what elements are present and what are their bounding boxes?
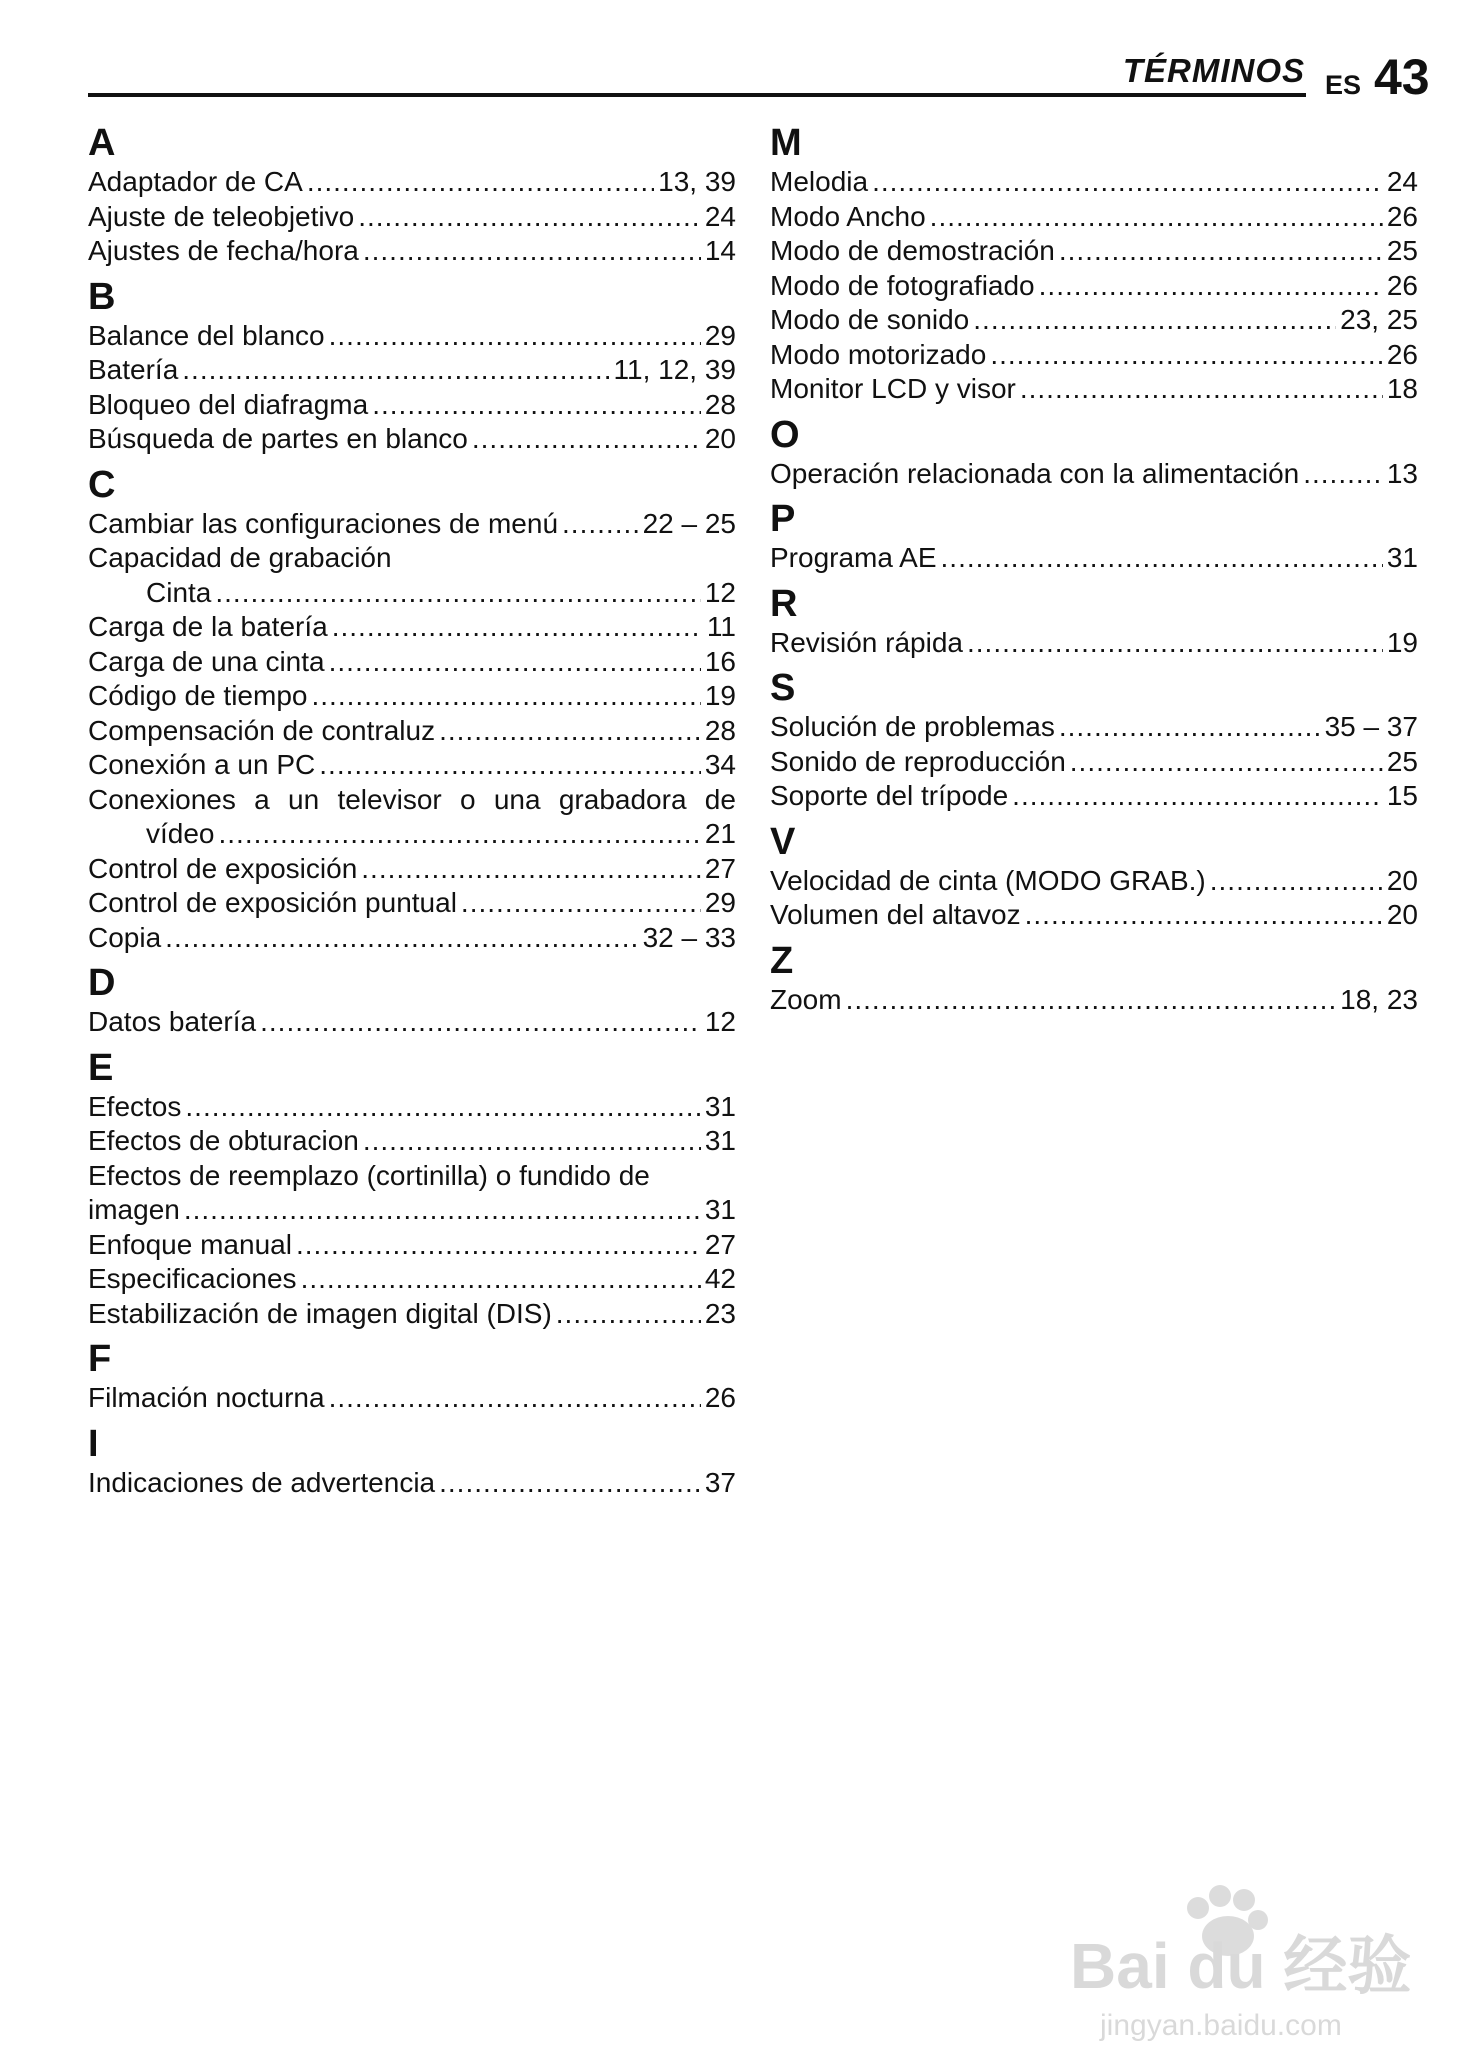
watermark-url: jingyan.baidu.com xyxy=(1100,2009,1342,2042)
entry-pages: 34 xyxy=(704,749,736,780)
dot-leader xyxy=(1039,269,1383,304)
entry-pages: 23, 25 xyxy=(1340,304,1418,335)
entry-label: Soporte del trípode xyxy=(770,780,1009,811)
index-entry xyxy=(770,303,1418,338)
entry-label: Enfoque manual xyxy=(88,1228,292,1260)
entry-pages: 20 xyxy=(704,423,736,454)
section-letter: R xyxy=(770,582,798,625)
index-entry xyxy=(88,1381,736,1416)
index-entry xyxy=(88,921,736,956)
entry-label: Melodia xyxy=(770,166,869,197)
entry-pages: 29 xyxy=(704,887,736,918)
entry-pages: 27 xyxy=(704,1228,736,1260)
entry-pages: 24 xyxy=(704,200,736,232)
index-entry xyxy=(88,234,736,269)
entry-label: Programa AE xyxy=(770,542,937,573)
index-entry xyxy=(88,1005,736,1040)
baidu-jingyan-watermark xyxy=(1060,1870,1420,2045)
dot-leader xyxy=(363,1124,701,1159)
index-entry xyxy=(88,679,736,714)
entry-label: Código de tiempo xyxy=(88,680,308,711)
entry-label: Operación relacionada con la alimentación xyxy=(770,457,1300,489)
entry-pages: 23 xyxy=(704,1297,736,1329)
index-entry xyxy=(770,864,1418,899)
index-entry xyxy=(88,200,736,235)
dot-leader xyxy=(372,388,701,423)
index-column-right xyxy=(770,115,1418,1017)
index-entry xyxy=(770,200,1418,235)
entry-label: Balance del blanco xyxy=(88,319,325,351)
entry-label: Adaptador de CA xyxy=(88,166,303,197)
dot-leader xyxy=(329,1381,701,1416)
index-entry xyxy=(770,710,1418,745)
entry-pages: 26 xyxy=(1386,269,1418,301)
dot-leader xyxy=(1210,864,1383,899)
entry-pages: 31 xyxy=(1386,542,1418,573)
entry-label: Estabilización de imagen digital (DIS) xyxy=(88,1297,552,1329)
entry-pages: 32 – 33 xyxy=(642,921,736,953)
dot-leader xyxy=(361,852,701,887)
dot-leader xyxy=(363,234,701,269)
dot-leader xyxy=(556,1297,701,1332)
entry-pages: 18, 23 xyxy=(1340,983,1418,1015)
entry-pages: 35 – 37 xyxy=(1324,711,1418,742)
entry-label: Revisión rápida xyxy=(770,626,963,658)
index-entry xyxy=(88,1297,736,1332)
entry-label: Volumen del altavoz xyxy=(770,899,1021,930)
index-entry xyxy=(88,886,736,921)
entry-label: Modo Ancho xyxy=(770,200,926,232)
index-entry xyxy=(770,234,1418,269)
entry-label: Modo de demostración xyxy=(770,235,1055,266)
dot-leader xyxy=(872,165,1383,200)
dot-leader xyxy=(215,576,700,611)
index-section-o xyxy=(770,407,1418,492)
section-letter: E xyxy=(88,1046,114,1089)
entry-pages: 19 xyxy=(1386,626,1418,658)
section-letter: A xyxy=(88,122,116,164)
dot-leader xyxy=(165,921,638,956)
dot-leader xyxy=(930,200,1383,235)
section-letter: Z xyxy=(770,939,794,982)
dot-leader xyxy=(332,610,703,645)
entry-label: Datos batería xyxy=(88,1006,257,1037)
dot-leader xyxy=(1025,898,1383,933)
entry-pages: 13 xyxy=(1386,457,1418,489)
index-entry xyxy=(88,388,736,423)
index-section-d xyxy=(88,955,736,1040)
entry-label: Ajuste de teleobjetivo xyxy=(88,200,355,232)
dot-leader xyxy=(319,748,701,783)
index-entry xyxy=(770,541,1418,576)
entry-pages: 28 xyxy=(704,388,736,420)
index-entry xyxy=(88,1262,736,1297)
section-letter: F xyxy=(88,1338,112,1380)
dot-leader xyxy=(1303,457,1383,492)
index-entry xyxy=(88,1228,736,1263)
index-entry xyxy=(770,457,1418,492)
entry-label: Modo de fotografiado xyxy=(770,269,1035,301)
index-entry xyxy=(88,714,736,749)
index-entry xyxy=(770,983,1418,1018)
entry-label: Solución de problemas xyxy=(770,711,1055,742)
entry-pages: 16 xyxy=(704,645,736,677)
entry-pages: 20 xyxy=(1386,899,1418,930)
index-section-e xyxy=(88,1040,736,1332)
entry-label: Indicaciones de advertencia xyxy=(88,1466,436,1498)
entry-pages: 24 xyxy=(1386,166,1418,197)
dot-leader xyxy=(260,1005,701,1040)
entry-pages: 20 xyxy=(1386,864,1418,896)
dot-leader xyxy=(967,626,1383,661)
dot-leader xyxy=(329,319,701,354)
dot-leader xyxy=(1059,234,1383,269)
entry-label: Carga de la batería xyxy=(88,611,328,642)
index-entry xyxy=(88,576,736,611)
entry-label: Carga de una cinta xyxy=(88,645,325,677)
entry-label: Cinta xyxy=(146,576,212,608)
index-entry xyxy=(88,353,736,388)
index-entry xyxy=(88,422,736,457)
index-entry xyxy=(770,372,1418,407)
page-section-title: TÉRMINOS xyxy=(1122,52,1305,89)
dot-leader xyxy=(296,1228,701,1263)
header-divider xyxy=(88,93,1306,97)
entry-label: Ajustes de fecha/hora xyxy=(88,235,359,266)
entry-pages: 14 xyxy=(704,235,736,266)
section-letter: V xyxy=(770,820,796,863)
dot-leader xyxy=(990,338,1383,373)
entry-label: Velocidad de cinta (MODO GRAB.) xyxy=(770,864,1206,896)
dot-leader xyxy=(1012,779,1383,814)
section-letter: C xyxy=(88,463,116,506)
index-section-p xyxy=(770,491,1418,576)
index-section-r xyxy=(770,576,1418,661)
index-entry xyxy=(88,852,736,887)
section-letter: M xyxy=(770,122,802,164)
entry-label: Bloqueo del diafragma xyxy=(88,388,369,420)
entry-pages: 37 xyxy=(704,1466,736,1498)
entry-label: imagen xyxy=(88,1194,180,1225)
entry-label: Monitor LCD y visor xyxy=(770,373,1016,404)
index-entry xyxy=(770,626,1418,661)
entry-pages: 12 xyxy=(704,576,736,608)
language-code: ES xyxy=(1325,70,1362,100)
section-letter: S xyxy=(770,667,796,709)
section-letter: D xyxy=(88,962,116,1004)
index-entry xyxy=(770,898,1418,933)
index-entry xyxy=(88,1124,736,1159)
entry-pages: 21 xyxy=(704,818,736,849)
index-entry xyxy=(770,745,1418,780)
section-letter: P xyxy=(770,498,796,540)
index-entry xyxy=(770,338,1418,373)
index-section-s xyxy=(770,660,1418,814)
dot-leader xyxy=(439,714,701,749)
section-letter: O xyxy=(770,413,800,456)
entry-pages: 22 – 25 xyxy=(642,507,736,539)
dot-leader xyxy=(182,353,609,388)
entry-pages: 11, 12, 39 xyxy=(613,354,736,385)
dot-leader xyxy=(973,303,1336,338)
entry-pages: 26 xyxy=(704,1382,736,1413)
watermark-brand: Bai du 经验 xyxy=(1070,1930,1412,2002)
entry-pages: 25 xyxy=(1386,235,1418,266)
entry-pages: 11 xyxy=(706,611,736,642)
index-section-f xyxy=(88,1331,736,1416)
dot-leader xyxy=(307,165,654,200)
entry-pages: 29 xyxy=(704,319,736,351)
entry-pages: 25 xyxy=(1386,745,1418,777)
entry-pages: 26 xyxy=(1386,200,1418,232)
entry-pages: 13, 39 xyxy=(658,166,736,197)
dot-leader xyxy=(472,422,701,457)
index-section-c xyxy=(88,457,736,956)
entry-label: Efectos de obturacion xyxy=(88,1125,359,1156)
entry-label: Conexión a un PC xyxy=(88,749,316,780)
entry-pages: 26 xyxy=(1386,338,1418,370)
dot-leader xyxy=(329,645,701,680)
paw-logo-icon xyxy=(1187,1885,1268,1956)
index-entry xyxy=(88,319,736,354)
dot-leader xyxy=(184,1193,701,1228)
dot-leader xyxy=(185,1090,700,1125)
entry-label: Búsqueda de partes en blanco xyxy=(88,423,468,454)
dot-leader xyxy=(1020,372,1383,407)
index-section-z xyxy=(770,933,1418,1018)
entry-label: Compensación de contraluz xyxy=(88,714,436,746)
entry-label: Conexiones a un televisor o una grabadora de xyxy=(88,783,736,815)
entry-pages: 28 xyxy=(704,714,736,746)
entry-label: Cambiar las configuraciones de menú xyxy=(88,507,559,539)
index-entry xyxy=(88,748,736,783)
entry-pages: 31 xyxy=(704,1125,736,1156)
page-number: 43 xyxy=(1374,49,1430,105)
entry-label: Capacidad de grabación xyxy=(88,542,392,573)
dot-leader xyxy=(846,983,1337,1018)
index-section-a xyxy=(88,115,736,269)
index-entry xyxy=(88,1090,736,1125)
dot-leader xyxy=(311,679,700,714)
dot-leader xyxy=(1059,710,1321,745)
dot-leader xyxy=(219,817,701,852)
index-entry xyxy=(770,165,1418,200)
entry-label: Control de exposición puntual xyxy=(88,887,457,918)
dot-leader xyxy=(301,1262,701,1297)
index-entry xyxy=(88,1466,736,1501)
index-section-i xyxy=(88,1416,736,1501)
entry-label: vídeo xyxy=(146,818,215,849)
entry-pages: 27 xyxy=(704,852,736,884)
entry-label: Efectos de reemplazo (cortinilla) o fundido de xyxy=(88,1159,650,1191)
entry-label: Sonido de reproducción xyxy=(770,745,1066,777)
entry-label: Filmación nocturna xyxy=(88,1382,325,1413)
entry-label: Copia xyxy=(88,921,162,953)
index-entry xyxy=(88,165,736,200)
dot-leader xyxy=(1070,745,1383,780)
index-entry xyxy=(88,817,736,852)
index-column-left xyxy=(88,115,736,1500)
entry-pages: 19 xyxy=(704,680,736,711)
dot-leader xyxy=(439,1466,701,1501)
index-entry xyxy=(88,610,736,645)
entry-pages: 42 xyxy=(704,1263,736,1294)
entry-pages: 31 xyxy=(704,1194,736,1225)
entry-pages: 31 xyxy=(704,1090,736,1122)
entry-label: Modo de sonido xyxy=(770,304,970,335)
index-entry xyxy=(88,507,736,542)
entry-label: Batería xyxy=(88,354,179,385)
entry-label: Efectos xyxy=(88,1090,182,1122)
entry-pages: 15 xyxy=(1386,780,1418,811)
index-entry xyxy=(770,269,1418,304)
dot-leader xyxy=(941,541,1383,576)
dot-leader xyxy=(562,507,639,542)
index-entry xyxy=(770,779,1418,814)
index-entry xyxy=(88,645,736,680)
dot-leader xyxy=(461,886,701,921)
entry-pages: 12 xyxy=(704,1006,736,1037)
entry-label: Especificaciones xyxy=(88,1263,297,1294)
entry-label: Modo motorizado xyxy=(770,338,987,370)
index-section-b xyxy=(88,269,736,457)
index-section-v xyxy=(770,814,1418,933)
entry-label: Zoom xyxy=(770,983,842,1015)
section-letter: I xyxy=(88,1422,99,1465)
section-letter: B xyxy=(88,275,116,318)
dot-leader xyxy=(358,200,701,235)
entry-pages: 18 xyxy=(1386,373,1418,404)
index-entry xyxy=(88,1193,736,1228)
entry-label: Control de exposición xyxy=(88,852,358,884)
index-section-m xyxy=(770,115,1418,407)
